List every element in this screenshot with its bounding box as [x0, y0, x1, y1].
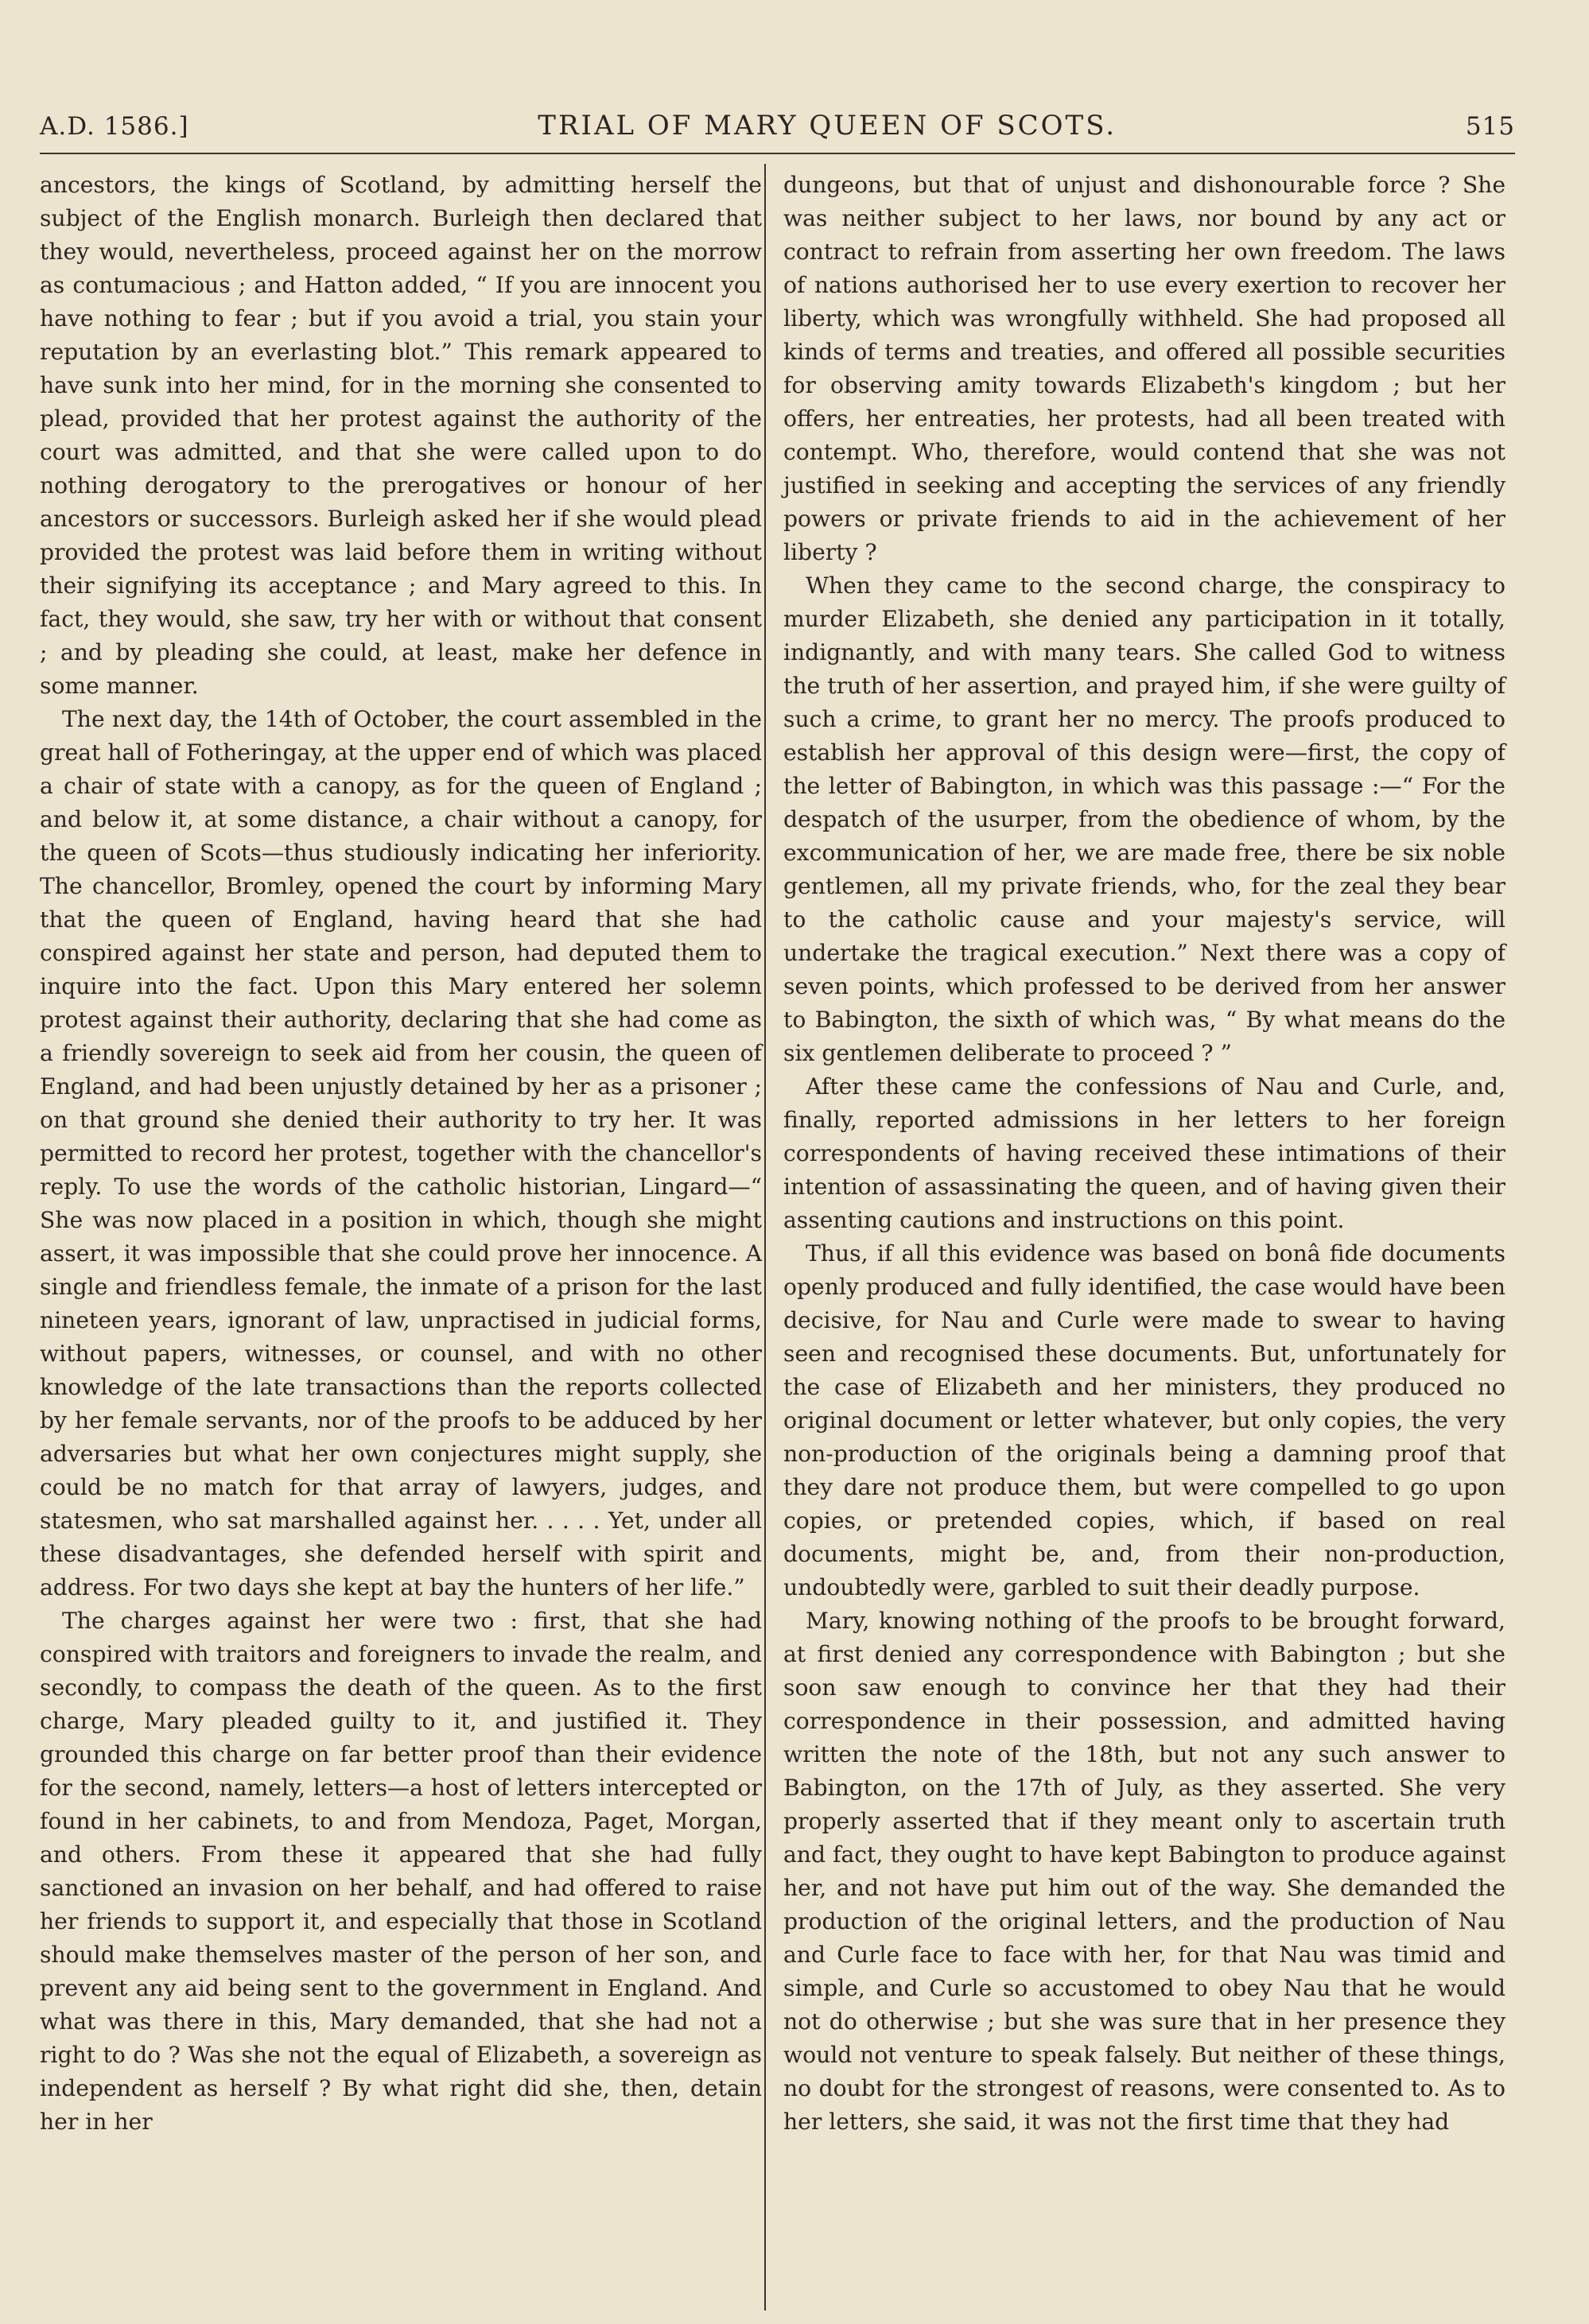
header-rule	[40, 153, 1515, 154]
right-column	[783, 169, 1505, 2139]
left-column	[40, 169, 762, 2139]
column-divider	[764, 164, 766, 2310]
running-head	[40, 110, 1515, 145]
header-date: A.D. 1586.]	[40, 112, 189, 141]
paragraph: ancestors, the kings of Scotland, by admitting herself the subject of the English monarch. Burleigh then declared that they would, nevertheless, proceed against her on the morrow as contumacious ; and Hatton added, “ If you are innocent you have nothing to fear ; but if you avoid a trial, you stain your reputation by an everlasting blot.” This remark appeared to have sunk into her mind, for in the morning she consented to plead, provided that her protest against the authority of the court was admitted, and that she were called upon to do nothing derogatory to the prerogatives or honour of her ancestors or successors. Burleigh asked her if she would plead provided the protest was laid before them in writing without their signifying its acceptance ; and Mary agreed to this. In fact, they would, she saw, try her with or without that consent ; and by pleading she could, at least, make her defence in some manner.	[40, 172, 762, 699]
paragraph: After these came the confessions of Nau and Curle, and, finally, reported admissions in her letters to her foreign correspondents of having received these intimations of their intention of assassinating the queen, and of having given their assenting cautions and instructions on this point.	[783, 1073, 1505, 1233]
page-number: 515	[1465, 112, 1515, 141]
paragraph: Mary, knowing nothing of the proofs to be brought forward, at first denied any correspondence with Babington ; but she soon saw enough to convince her that they had their correspondence in their possession, and admitted having written the note of the 18th, but not any such answer to Babington, on the 17th of July, as they asserted. She very properly asserted that if they meant only to ascertain truth and fact, they ought to have kept Babington to produce against her, and not have put him out of the way. She demanded the production of the original letters, and the production of Nau and Curle face to face with her, for that Nau was timid and simple, and Curle so accustomed to obey Nau that he would not do otherwise ; but she was sure that in her presence they would not venture to speak falsely. But neither of these things, no doubt for the strongest of reasons, were consented to. As to her letters, she said, it was not the first time that they had	[783, 1608, 1505, 2135]
paragraph: Thus, if all this evidence was based on bonâ fide documents openly produced and fully identified, the case would have been decisive, for Nau and Curle were made to swear to having seen and recognised these documents. But, unfortunately for the case of Elizabeth and her ministers, they produced no original document or letter whatever, but only copies, the very non-production of the originals being a damning proof that they dare not produce them, but were compelled to go upon copies, or pretended copies, which, if based on real documents, might be, and, from their non-production, undoubtedly were, garbled to suit their deadly purpose.	[783, 1240, 1505, 1600]
paragraph: The next day, the 14th of October, the court assembled in the great hall of Fotheringay, at the upper end of which was placed a chair of state with a canopy, as for the queen of England ; and below it, at some distance, a chair without a canopy, for the queen of Scots—thus studiously indicating her inferiority. The chancellor, Bromley, opened the court by informing Mary that the queen of England, having heard that she had conspired against her state and person, had deputed them to inquire into the fact. Upon this Mary entered her solemn protest against their authority, declaring that she had come as a friendly sovereign to seek aid from her cousin, the queen of England, and had been unjustly detained by her as a prisoner ; on that ground she denied their authority to try her. It was permitted to record her protest, together with the chancellor's reply. To use the words of the catholic historian, Lingard—“ She was now placed in a position in which, though she might assert, it was impossible that she could prove her innocence. A single and friendless female, the inmate of a prison for the last nineteen years, ignorant of law, unpractised in judicial forms, without papers, witnesses, or counsel, and with no other knowledge of the late transactions than the reports collected by her female servants, nor of the proofs to be adduced by her adversaries but what her own conjectures might supply, she could be no match for that array of lawyers, judges, and statesmen, who sat marshalled against her. . . . . Yet, under all these disadvantages, she defended herself with spirit and address. For two days she kept at bay the hunters of her life.”	[40, 706, 762, 1600]
paragraph: When they came to the second charge, the conspiracy to murder Elizabeth, she denied any participation in it totally, indignantly, and with many tears. She called God to witness the truth of her assertion, and prayed him, if she were guilty of such a crime, to grant her no mercy. The proofs produced to establish her approval of this design were—first, the copy of the letter of Babington, in which was this passage :—“ For the despatch of the usurper, from the obedience of whom, by the excommunication of her, we are made free, there be six noble gentlemen, all my private friends, who, for the zeal they bear to the catholic cause and your majesty's service, will undertake the tragical execution.” Next there was a copy of seven points, which professed to be derived from her answer to Babington, the sixth of which was, “ By what means do the six gentlemen deliberate to proceed ? ”	[783, 572, 1505, 1066]
header-title: TRIAL OF MARY QUEEN OF SCOTS.	[538, 110, 1117, 142]
paragraph: The charges against her were two : first, that she had conspired with traitors and foreigners to invade the realm, and secondly, to compass the death of the queen. As to the first charge, Mary pleaded guilty to it, and justified it. They grounded this charge on far better proof than their evidence for the second, namely, letters—a host of letters intercepted or found in her cabinets, to and from Mendoza, Paget, Morgan, and others. From these it appeared that she had fully sanctioned an invasion on her behalf, and had offered to raise her friends to support it, and especially that those in Scotland should make themselves master of the person of her son, and prevent any aid being sent to the government in England. And what was there in this, Mary demanded, that she had not a right to do ? Was she not the equal of Elizabeth, a sovereign as independent as herself ? By what right did she, then, detain her in her	[40, 1608, 762, 2135]
paragraph: dungeons, but that of unjust and dishonourable force ? She was neither subject to her laws, nor bound by any act or contract to refrain from asserting her own freedom. The laws of nations authorised her to use every exertion to recover her liberty, which was wrongfully withheld. She had proposed all kinds of terms and treaties, and offered all possible securities for observing amity towards Elizabeth's kingdom ; but her offers, her entreaties, her protests, had all been treated with contempt. Who, therefore, would contend that she was not justified in seeking and accepting the services of any friendly powers or private friends to aid in the achievement of her liberty ?	[783, 172, 1505, 565]
